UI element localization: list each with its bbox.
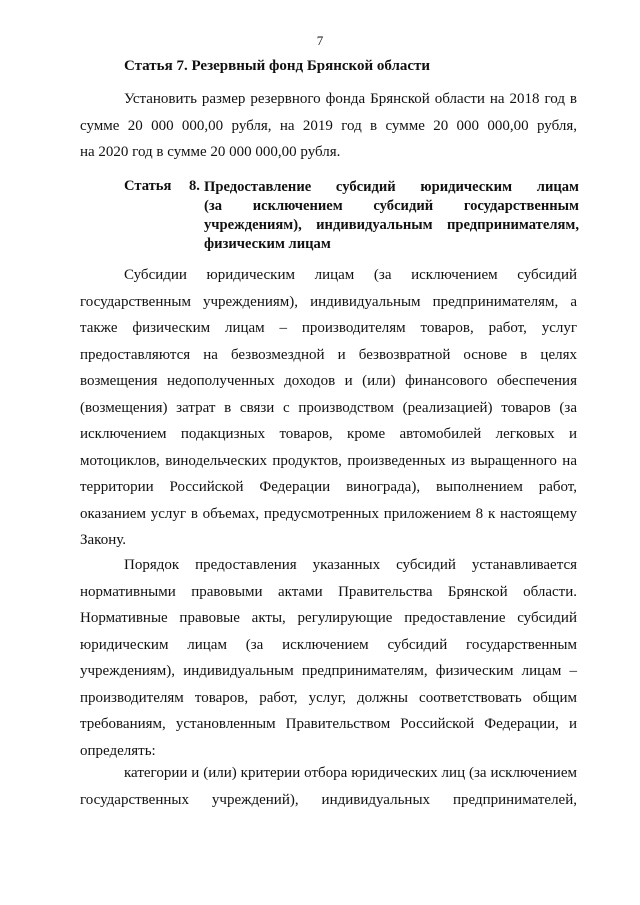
article-8-title [204, 178, 579, 254]
text-line: категории и (или) критерии отбора юридических лиц (за исключением [124, 765, 577, 781]
article-8-paragraph-1 [80, 262, 577, 554]
text-line: возмещения недополученных доходов и (или) финансового обеспечения [80, 373, 577, 389]
text-line: требованиям, установленным Правительством Российской Федерации, и [80, 716, 577, 732]
title-line: физическим лицам [204, 236, 331, 252]
text-line: Нормативные правовые акты, регулирующие предоставление субсидий [80, 610, 577, 626]
text-line: нормативными правовыми актами Правительства Брянской области. [80, 583, 577, 600]
text-line: Установить размер резервного фонда Брянской области на 2018 год в [124, 91, 577, 107]
text-line: сумме 20 000 000,00 рубля, на 2019 год в сумме 20 000 000,00 рубля, [80, 117, 577, 134]
text-line: также физическим лицам – производителям товаров, работ, услуг [80, 320, 577, 336]
article-8-number: 8. [189, 178, 200, 194]
article-8-label: Статья [124, 178, 172, 194]
article-7-heading: Статья 7. Резервный фонд Брянской области [124, 58, 431, 74]
text-line: производителям товаров, работ, услуг, должны соответствовать общим [80, 689, 577, 706]
text-line: определять: [80, 742, 156, 759]
page-number: 7 [316, 33, 324, 48]
title-line: Предоставление субсидий юридическим лицам [204, 179, 579, 195]
text-line: учреждениям), индивидуальным предпринимателям, физическим лицам – [80, 663, 577, 679]
article-8-paragraph-2 [80, 552, 577, 764]
text-line: оказанием услуг в объемах, предусмотренных приложением 8 к настоящему [80, 505, 577, 522]
title-line: учреждениям), индивидуальным предпринимателям, [204, 217, 579, 233]
text-line: Порядок предоставления указанных субсидий устанавливается [124, 557, 577, 573]
text-line: Субсидии юридическим лицам (за исключением субсидий [124, 267, 577, 283]
text-line: государственных учреждений), индивидуальных предпринимателей, [80, 791, 577, 808]
text-line: Закону. [80, 532, 126, 548]
text-line: исключением подакцизных товаров, кроме автомобилей легковых и [80, 426, 577, 442]
title-line: (за исключением субсидий государственным [204, 198, 579, 214]
article-8-paragraph-3 [80, 760, 577, 813]
text-line: юридическим лицам (за исключением субсидий государственным [80, 636, 577, 653]
text-line: предоставляются на безвозмездной и безвозвратной основе в целях [80, 346, 577, 363]
article-7-body [80, 86, 577, 166]
text-line: мотоциклов, винодельческих продуктов, произведенных из выращенного на [80, 452, 577, 469]
text-line: (возмещения) затрат в связи с производством (реализацией) товаров (за [80, 399, 577, 416]
text-line: государственным учреждениям), индивидуальным предпринимателям, а [80, 293, 577, 310]
text-line: на 2020 год в сумме 20 000 000,00 рубля. [80, 144, 341, 160]
text-line: территории Российской Федерации винограда), выполнением работ, [80, 479, 577, 495]
